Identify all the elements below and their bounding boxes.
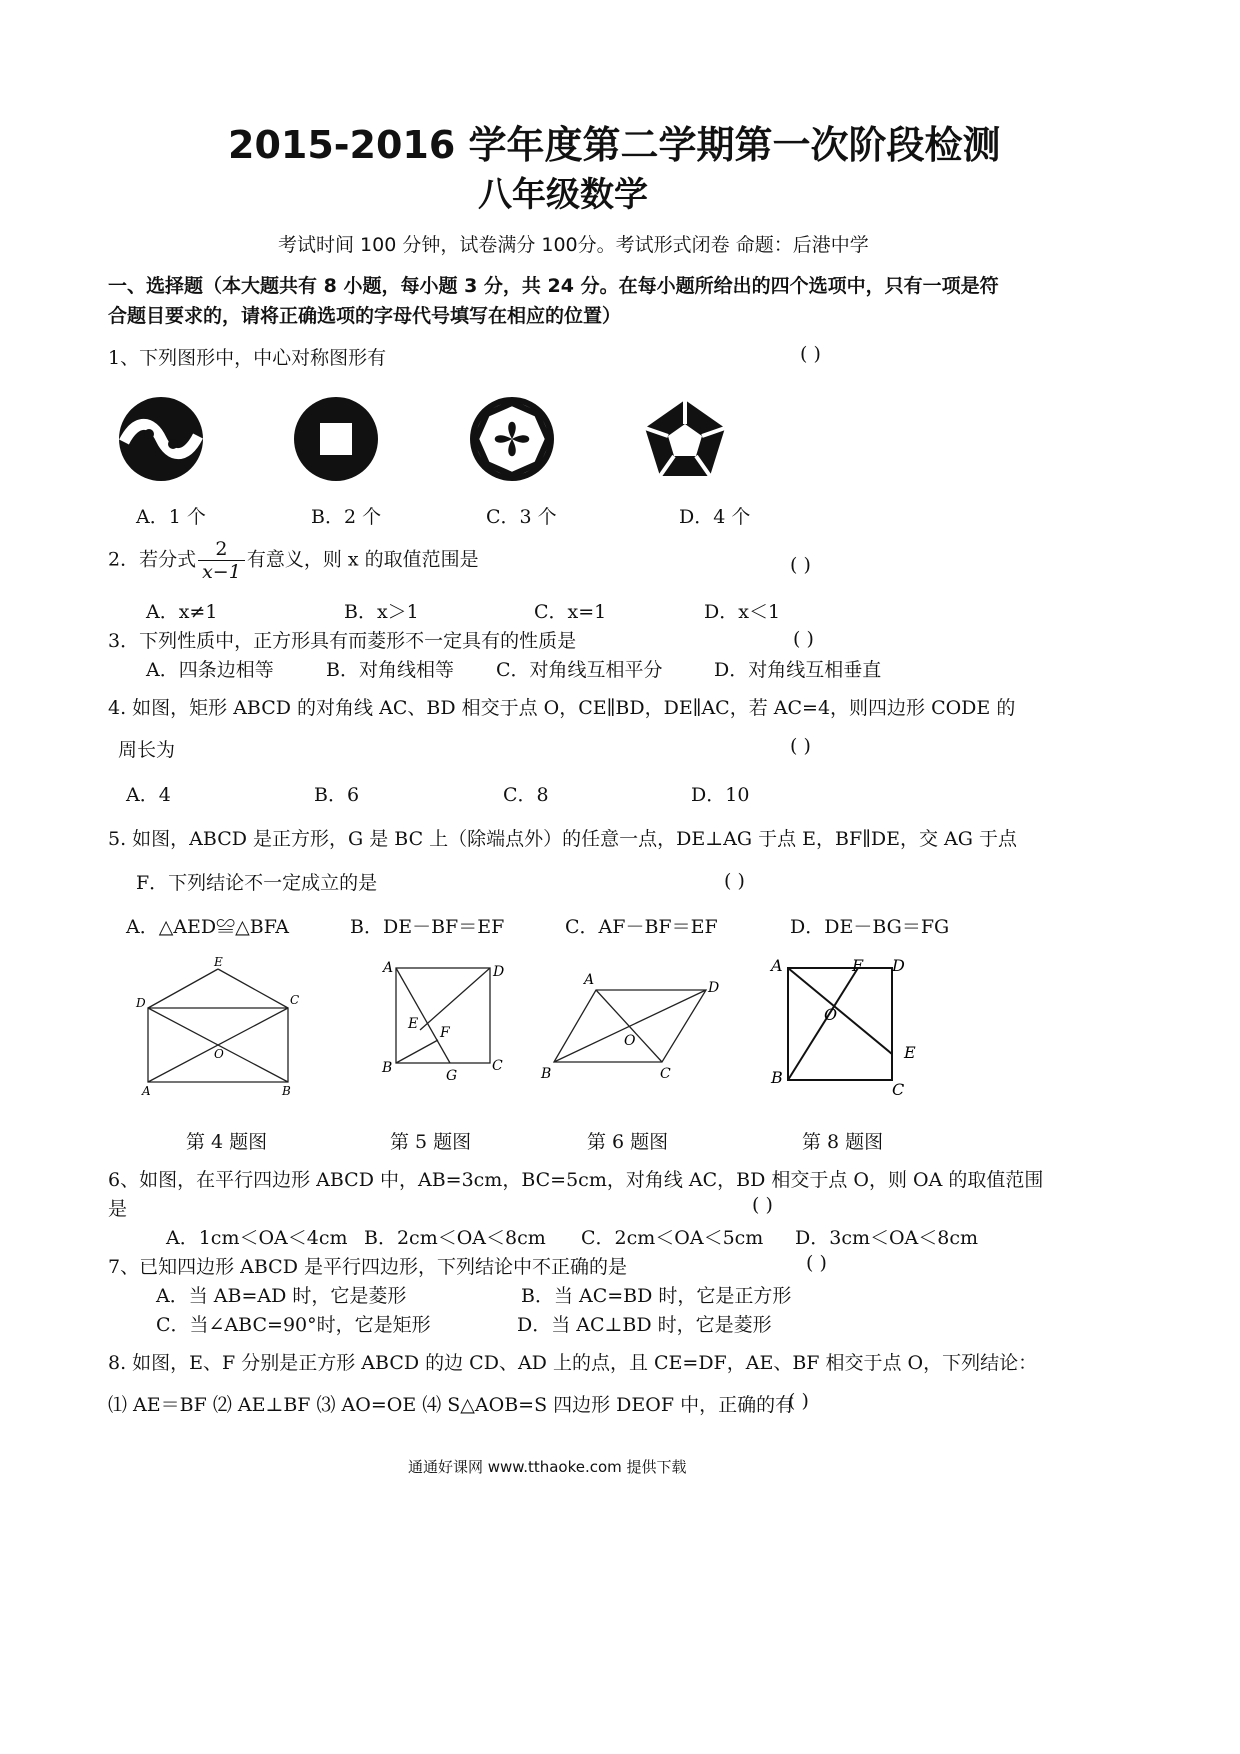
fig5-label-f: F [440, 1025, 450, 1041]
q1-option-d[interactable]: D．4 个 [679, 506, 751, 528]
q1-answer-paren[interactable]: ( ) [800, 343, 821, 365]
q1-stem: 1、下列图形中，中心对称图形有 [108, 347, 387, 369]
figure-8-caption: 第 8 题图 [802, 1131, 884, 1153]
q4-option-d[interactable]: D．10 [691, 784, 750, 806]
fig4-label-a: A [142, 1084, 151, 1098]
page-subtitle: 八年级数学 [478, 175, 648, 215]
q6-option-a[interactable]: A．1cm＜OA＜4cm [166, 1227, 348, 1249]
figure-6-caption: 第 6 题图 [587, 1131, 669, 1153]
q6-stem-line1: 6、如图，在平行四边形 ABCD 中，AB=3cm，BC=5cm，对角线 AC，BD 相交于点 O，则 OA 的取值范围 [108, 1169, 1044, 1191]
q2-stem-pre: 2．若分式 [108, 548, 197, 571]
q2-fraction [198, 538, 245, 583]
q2-option-b[interactable]: B．x＞1 [344, 601, 419, 623]
q1-option-c[interactable]: C．3 个 [486, 506, 557, 528]
q5-option-b[interactable]: B．DE－BF＝EF [350, 916, 505, 938]
q5-option-d[interactable]: D．DE－BG＝FG [790, 916, 950, 938]
fig6-label-o: O [624, 1033, 636, 1049]
q3-option-d[interactable]: D．对角线互相垂直 [714, 659, 882, 681]
q8-answer-paren[interactable]: ( ) [788, 1390, 809, 1412]
q4-option-b[interactable]: B．6 [314, 784, 360, 806]
q1-symbol-d [643, 398, 727, 484]
fig4-label-b: B [282, 1084, 291, 1098]
fig5-label-g: G [446, 1068, 458, 1084]
q3-option-c[interactable]: C．对角线互相平分 [496, 659, 663, 681]
q5-stem-line2: F．下列结论不一定成立的是 [136, 872, 378, 894]
q5-option-c[interactable]: C．AF－BF＝EF [565, 916, 718, 938]
q2-answer-paren[interactable]: ( ) [790, 554, 811, 576]
fig6-label-d: D [708, 980, 720, 996]
fig8-label-c: C [892, 1080, 905, 1099]
q6-option-d[interactable]: D．3cm＜OA＜8cm [795, 1227, 979, 1249]
q1-symbol-c [469, 396, 555, 486]
section-heading-line2: 合题目要求的，请将正确选项的字母代号填写在相应的位置） [108, 305, 622, 327]
q3-answer-paren[interactable]: ( ) [793, 628, 814, 650]
fig5-label-d: D [493, 964, 505, 980]
fig5-label-c: C [492, 1058, 503, 1074]
fig8-label-b: B [771, 1068, 783, 1087]
q7-option-b[interactable]: B．当 AC=BD 时，它是正方形 [521, 1285, 792, 1307]
q5-option-a[interactable]: A．△AED≌△BFA [126, 916, 289, 938]
fig4-label-e: E [214, 955, 223, 969]
page-title: 2015-2016 学年度第二学期第一次阶段检测 [228, 123, 1001, 167]
q7-option-a[interactable]: A．当 AB=AD 时，它是菱形 [156, 1285, 407, 1307]
q3-option-a[interactable]: A．四条边相等 [146, 659, 274, 681]
q2-stem [108, 538, 479, 583]
q6-answer-paren[interactable]: ( ) [752, 1194, 773, 1216]
q4-stem-line1: 4. 如图，矩形 ABCD 的对角线 AC、BD 相交于点 O，CE∥BD，DE∥AC，若 AC=4，则四边形 CODE 的 [108, 697, 1016, 719]
q2-fraction-numerator: 2 [198, 538, 245, 561]
fig6-label-b: B [541, 1066, 552, 1082]
q3-option-b[interactable]: B．对角线相等 [326, 659, 454, 681]
figure-4-caption: 第 4 题图 [186, 1131, 268, 1153]
fig4-label-c: C [290, 993, 300, 1007]
fig4-label-o: O [214, 1047, 224, 1061]
figure-8 [768, 954, 928, 1103]
fig8-label-d: D [892, 956, 905, 975]
q4-answer-paren[interactable]: ( ) [790, 735, 811, 757]
q1-symbol-b [293, 396, 379, 486]
figure-5 [378, 958, 518, 1087]
q7-option-d[interactable]: D．当 AC⊥BD 时，它是菱形 [517, 1314, 772, 1336]
q5-answer-paren[interactable]: ( ) [724, 870, 745, 892]
figure-4 [130, 955, 320, 1104]
q1-option-a[interactable]: A．1 个 [136, 506, 206, 528]
fig5-label-b: B [382, 1060, 393, 1076]
q2-option-a[interactable]: A．x≠1 [146, 601, 218, 623]
q4-option-c[interactable]: C．8 [503, 784, 549, 806]
exam-info: 考试时间 100 分钟，试卷满分 100分。考试形式闭卷 命题：后港中学 [278, 234, 869, 256]
q1-symbol-a [118, 396, 204, 486]
fig8-label-a: A [771, 956, 783, 975]
q3-stem: 3．下列性质中，正方形具有而菱形不一定具有的性质是 [108, 630, 577, 652]
q4-option-a[interactable]: A．4 [126, 784, 171, 806]
q1-option-b[interactable]: B．2 个 [311, 506, 382, 528]
q8-conclusions: ⑴ AE＝BF ⑵ AE⊥BF ⑶ AO=OE ⑷ S△AOB=S 四边形 DEOF 中，正确的有 [108, 1394, 795, 1416]
fig5-label-a: A [383, 960, 394, 976]
section-heading-line1: 一、选择题（本大题共有 8 小题，每小题 3 分，共 24 分。在每小题所给出的四个选项中，只有一项是符 [108, 275, 999, 297]
figure-6 [538, 968, 728, 1087]
q7-option-c[interactable]: C．当∠ABC=90°时，它是矩形 [156, 1314, 431, 1336]
q8-stem: 8. 如图，E、F 分别是正方形 ABCD 的边 CD、AD 上的点，且 CE=DF，AE、BF 相交于点 O，下列结论： [108, 1352, 1038, 1374]
q2-option-c[interactable]: C．x=1 [534, 601, 607, 623]
q2-option-d[interactable]: D．x＜1 [704, 601, 781, 623]
fig8-label-f: F [852, 956, 864, 975]
q6-stem-line2: 是 [108, 1198, 128, 1220]
q2-fraction-denominator: x−1 [202, 561, 241, 583]
q4-stem-line2: 周长为 [118, 739, 176, 761]
fig6-label-a: A [584, 972, 595, 988]
q5-stem-line1: 5. 如图，ABCD 是正方形，G 是 BC 上（除端点外）的任意一点，DE⊥AG 于点 E，BF∥DE，交 AG 于点 [108, 828, 1017, 850]
fig8-label-e: E [904, 1043, 916, 1062]
fig5-label-e: E [408, 1016, 419, 1032]
q7-answer-paren[interactable]: ( ) [806, 1252, 827, 1274]
figure-5-caption: 第 5 题图 [390, 1131, 472, 1153]
fig4-label-d: D [136, 996, 146, 1010]
q6-option-b[interactable]: B．2cm＜OA＜8cm [364, 1227, 546, 1249]
fig8-label-o: O [824, 1005, 838, 1024]
q7-stem: 7、已知四边形 ABCD 是平行四边形，下列结论中不正确的是 [108, 1256, 627, 1278]
footer-text: 通通好课网 www.tthaoke.com 提供下载 [408, 1458, 687, 1476]
q6-option-c[interactable]: C．2cm＜OA＜5cm [581, 1227, 764, 1249]
q2-stem-post: 有意义，则 x 的取值范围是 [246, 548, 479, 571]
fig6-label-c: C [660, 1066, 671, 1082]
